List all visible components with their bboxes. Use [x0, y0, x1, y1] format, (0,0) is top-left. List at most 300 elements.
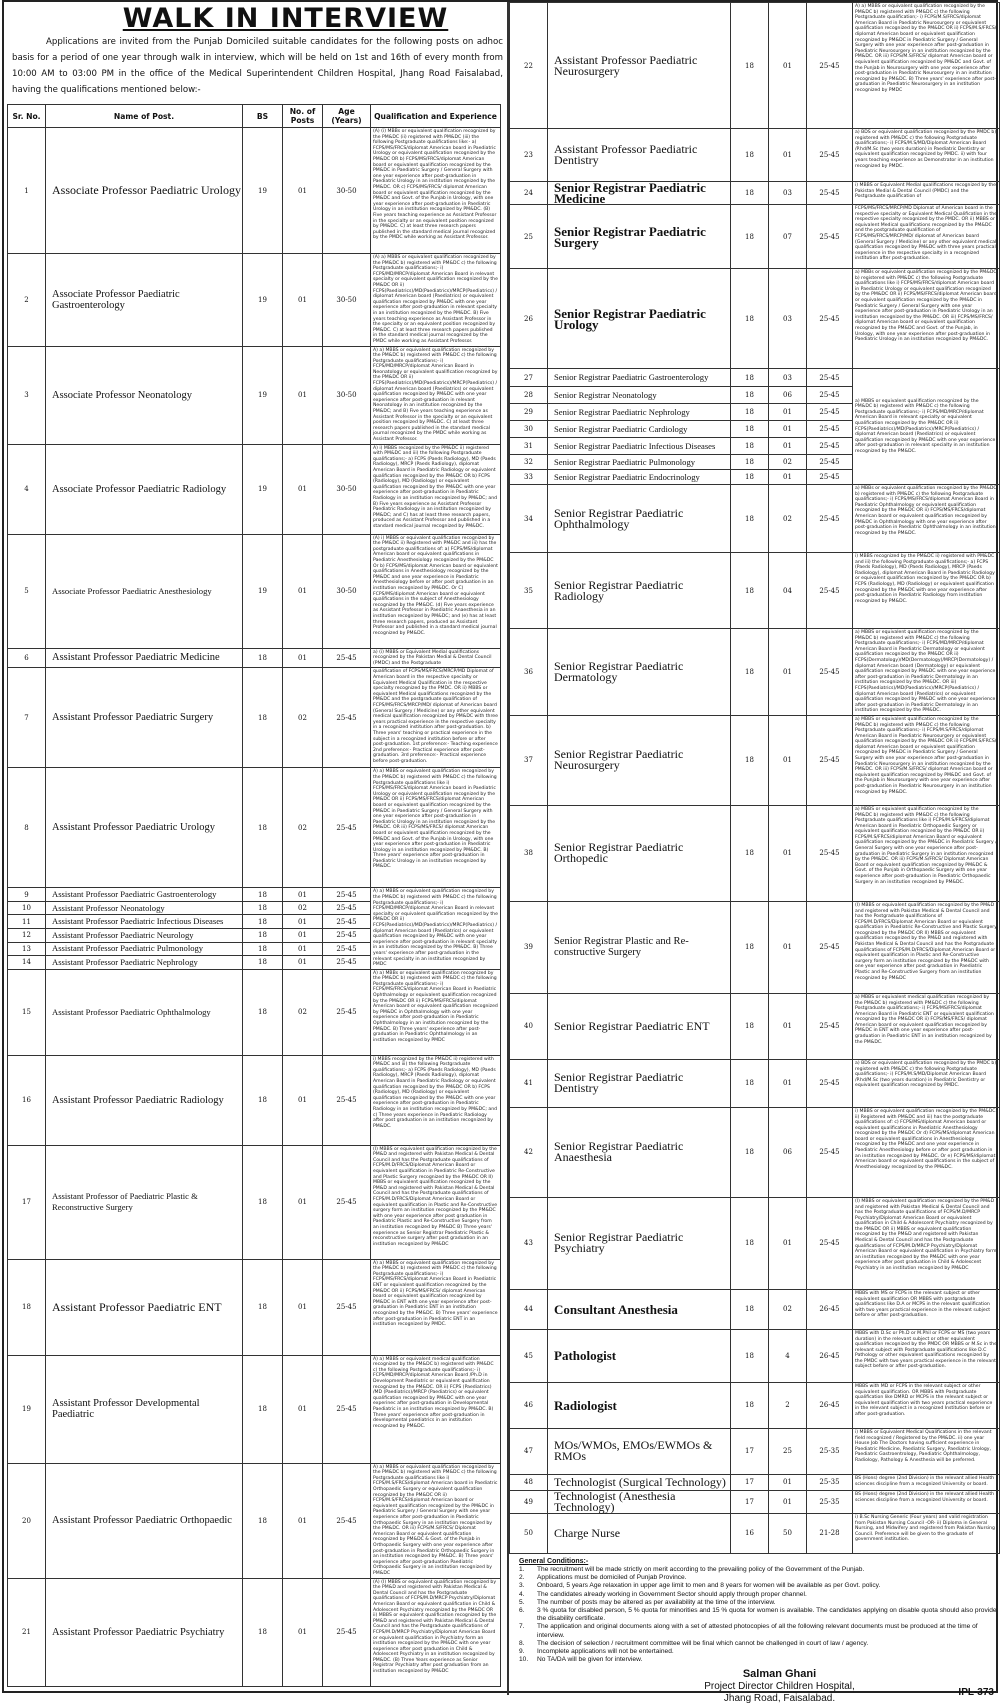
post-name-cell: MOs/WMOs, EMOs/EWMOs & RMOs [548, 1428, 731, 1474]
age-range-cell: 25-45 [807, 629, 853, 716]
condition-item [519, 1656, 1000, 1664]
posts-table-left [7, 104, 501, 1687]
bs-cell: 19 [243, 444, 283, 534]
posts-count-cell: 06 [769, 1107, 807, 1197]
sr-cell: 48 [510, 1474, 548, 1490]
sr-cell: 34 [510, 485, 548, 553]
post-name-cell: Technologist (Surgical Technology) [548, 1474, 731, 1490]
post-name-cell: Senior Registrar Paediatric Psychiatry [548, 1197, 731, 1289]
table-row [510, 205, 1000, 269]
age-range-cell: 26-45 [807, 1329, 853, 1382]
post-name-cell: Senior Registrar Paediatric Medicine [548, 182, 731, 205]
post-name-cell: Assistant Professor Paediatric Orthopaedic [46, 1463, 243, 1578]
posts-count-cell: 01 [283, 346, 323, 444]
condition-item [519, 1607, 1000, 1623]
bs-cell: 18 [243, 942, 283, 956]
bs-cell: 18 [731, 715, 769, 805]
age-range-cell: 25-45 [807, 715, 853, 805]
post-name-cell: Senior Registrar Paediatric Cardiology [548, 421, 731, 438]
condition-number: 7. [519, 1623, 525, 1631]
sr-cell: 3 [8, 346, 46, 444]
post-name-cell: Assistant Professor Paediatric Neurosurgery [548, 3, 731, 129]
age-range-cell: 25-45 [323, 929, 371, 943]
age-range-cell: 25-45 [807, 404, 853, 421]
condition-number: 8. [519, 1639, 525, 1647]
post-name-cell: Assistant Professor Paediatric Medicine [46, 648, 243, 668]
table-row [510, 269, 1000, 369]
age-range-cell: 25-45 [323, 1578, 371, 1686]
age-range-cell: 25-45 [807, 455, 853, 470]
bs-cell: 18 [243, 1355, 283, 1463]
bs-cell: 18 [731, 1329, 769, 1382]
table-row [510, 553, 1000, 629]
post-name-cell: Assistant Professor Neonatology [46, 901, 243, 915]
posts-count-cell: 01 [283, 956, 323, 970]
post-name-cell: Senior Registrar Paediatric Surgery [548, 205, 731, 269]
bs-cell: 18 [731, 1197, 769, 1289]
age-range-cell: 25-45 [807, 205, 853, 269]
sr-cell: 37 [510, 715, 548, 805]
bs-cell: 18 [731, 421, 769, 438]
condition-item [519, 1599, 1000, 1607]
posts-count-cell: 03 [769, 182, 807, 205]
age-range-cell: 25-45 [807, 553, 853, 629]
table-row [510, 3, 1000, 129]
bs-cell: 19 [243, 346, 283, 444]
sr-cell: 9 [8, 888, 46, 902]
posts-count-cell: 01 [769, 715, 807, 805]
condition-item [519, 1623, 1000, 1639]
posts-count-cell: 01 [769, 629, 807, 716]
sr-cell: 26 [510, 269, 548, 369]
bs-cell: 18 [731, 470, 769, 485]
bs-cell: 18 [731, 438, 769, 455]
qualification-cell: a) BDS or equivalent qualification recognized by the PMDC b) registered with PM&DC c) the following Postgraduate qualifications;- i) FCPS/M.S/MD/Diplomat American Board /P.hd/M.Sc (two years duration) in Paediatric Dentistry or equivalent qualification recognized by PMDC. [853, 1059, 1000, 1107]
post-name-cell: Assistant Professor Paediatric Neurology [46, 929, 243, 943]
post-name-cell: Assistant Professor Paediatric Radiology [46, 1055, 243, 1145]
bs-cell: 18 [243, 668, 283, 768]
conditions-title: General Conditions:- [519, 1557, 589, 1565]
age-range-cell: 25-45 [807, 901, 853, 993]
bs-cell: 19 [243, 254, 283, 347]
posts-count-cell: 01 [769, 404, 807, 421]
bs-cell: 18 [731, 1382, 769, 1428]
table-row [510, 1107, 1000, 1197]
age-range-cell: 30-50 [323, 534, 371, 648]
sr-cell: 19 [8, 1355, 46, 1463]
bs-cell: 18 [731, 1107, 769, 1197]
sr-cell: 49 [510, 1490, 548, 1513]
bs-cell: 18 [731, 1289, 769, 1329]
sr-cell: 40 [510, 993, 548, 1059]
col-posts: No. of Posts [283, 105, 323, 128]
condition-text: Incomplete applications will not be entertained. [537, 1647, 674, 1655]
bs-cell: 18 [731, 369, 769, 387]
bs-cell: 19 [243, 534, 283, 648]
sr-cell: 4 [8, 444, 46, 534]
post-name-cell: Senior Registrar Paediatric Gastroenterology [548, 369, 731, 387]
table-row [8, 534, 501, 648]
posts-count-cell: 2 [769, 1382, 807, 1428]
qualification-cell: (I) MBBS or equivalent qualification recognized by the PM&D and registered with Pakistan Medical & Dental Council and has the Postgraduate qualifications of FCPS/M.D/MRCP Psychiatry/Diplomat American Board or equivalent qualification in Child & Adolescent Psychiatry recognized by the PM&DC OR ii) MBBS or equivalent qualification recognized by the PM&D and registered with Pakistan Medical & Dental Council and has the Postgraduate qualifications of FCPS/M.D/MRCP Psychiatry/Diplomat American Board or equivalent qualification in Psychiatry form an institution recognized by the PM&DC with one year experience after post graduation in Child & Adolescent Psychiatry in an institution recognized by PM&DC [853, 1197, 1000, 1289]
table-row [8, 1578, 501, 1686]
bs-cell: 19 [243, 128, 283, 254]
condition-text: No TA/DA will be given for interview. [537, 1656, 643, 1664]
post-name-cell: Assistant Professor Paediatric ENT [46, 1259, 243, 1355]
qualification-cell: (A) (i) MBBs or equivalent qualification recognized by the PM&DC (ii) registered with PM&DC (iii) the following Postgraduate qualifications like:- a) FCPS/MS/FRCS/diplomat American board in Paediatric Urology or equivalent qualification recognized by the PM&DC OR b) FCPS/MS/FRCS/diplomat American board or equivalent qualification recognized by the PM&DC in Paediatric Surgery / General Surgery with one year experience after post-graduation in Paediatric Urology in an institution recognized by the PM&DC. OR c) FCPS/MS/FRCS/ diplomat American board or equivalent qualification recognized by the PM&DC and Govt. of the Punjab in Urology, with one year experience after post-graduation in Paediatric Urology in an institution recognized by PM&DC. (B) Five years teaching experience as Assistant Professor in the specialty or an equivalent position recognized by PM&DC. C) at least three research papers published in the standard medical journal recognized by the PMDC while working as Assistant Professor. [371, 128, 501, 254]
qualification-cell: i) MBBS recognized by the PM&DC ii) registered with PM&DC and iii) the following Postgraduate qualifications;- a) FCPS (Paeds Radiology), MD (Paeds Radiology), MRCP (Paeds Radiology), diplomat American Board in Paediatric Radiology or equivalent qualification recognized by the PM&DC OR b) FCPS (Radiology), MD (Radiology) or equivalent qualification recognized by the PM&DC with one year experience after post-graduation in Paediatric Radiology in an institution recognized by PM&DC; and c) Three years experience in Paediatric Radiology after post graduation in an institution recognized by PM&DC. [371, 1055, 501, 1145]
post-name-cell: Assistant Professor Paediatric Urology [46, 768, 243, 888]
sr-cell: 11 [8, 915, 46, 929]
col-post: Name of Post. [46, 105, 243, 128]
table-row [510, 369, 1000, 387]
post-name-cell: Senior Registrar Paediatric Anaesthesia [548, 1107, 731, 1197]
age-range-cell: 30-50 [323, 346, 371, 444]
posts-count-cell: 01 [769, 3, 807, 129]
bs-cell: 18 [731, 3, 769, 129]
sr-cell: 10 [8, 901, 46, 915]
condition-number: 6. [519, 1606, 525, 1614]
intro-paragraph [4, 34, 507, 98]
qualification-cell: A) a) MBBs or equivalent qualification recognized by the PM&DC b) registered with PM&DC c) the following Postgraduate qualifications;- i) FCPS/MS/FRCS/diplomat American Board in Paediatric Ophthalmology or equivalent qualification recognized by the PM&DC OR ii) FCPS/MS/FRCS/diplomat American board or equivalent qualification recognized by PM&DC in Ophthalmology with one year experience after post-graduation in Paediatric Ophthalmology in an institution recognized by the PM&DC. B) Three years' experience after post-graduation in Paediatric Ophthalmology in an institution recognized by PMDC [371, 969, 501, 1055]
sr-cell: 33 [510, 470, 548, 485]
posts-count-cell: 03 [769, 269, 807, 369]
qualification-cell: A) a) MBBS or equivalent qualification recognized by the PM&DC b) registered with PM&DC c) the following Postgraduate qualifications like i) FCPS/M.S/FRCS/diplomat American board in Paediatric Orthopaedic Surgery or equivalent qualification recognized by the PM&DC OR ii) FCPS/M.S/FRCS/diplomat American board or equivalent qualification recognized by the PM&DC in Paediatric Surgery / General Surgery with one year experience after post-graduation in Paediatric Orthopaedic Surgery in an institution recognized by the PM&DC. OR iii) FCPS/M.S/FRCS/ Diplomat American Board or equivalent qualification recognized by PM&DC & Govt. of the Punjab in Orthopaedic Surgery with one year experience after post-graduation in Paediatric Orthopaedic Surgery in an institution recognized by PM&DC. B) Three years' experience after post-graduation Paediatric Orthopaedic Surgery in an institution recognized by PM&DC [371, 1463, 501, 1578]
bs-cell: 18 [731, 553, 769, 629]
qualification-cell: a) MBBs or equivalent qualification recognized by the PM&DC b) registered with PM&DC c) the following Postgraduate qualifications like i) FCPS/MS/FRCS/diplomat American board in Paediatric Urology or equivalent qualification recognized by the PM&DC OR ii) FCPS/MS/FRCS/diplomat American board or equivalent qualification recognized by the PM&DC in Paediatric Surgery / General Surgery with one year experience after post-graduation in Paediatric Urology in an institution recognized by the PM&DC. OR iii) FCPS/MS/FRCS/ diplomat American board or equivalent qualification recognized by the PM&DC and Govt. of the Punjab, in Urology, with one year experience after post-graduation in Paediatric Urology in an institution recognized by PM&DC. [853, 269, 1000, 369]
posts-count-cell: 02 [769, 485, 807, 553]
posts-count-cell: 01 [283, 1055, 323, 1145]
age-range-cell: 30-50 [323, 254, 371, 347]
qualification-cell: a) MBBs or equivalent qualification recognized by the PM&DC b) registered with PM&DC c) the following Postgraduate qualifications;- i) FCPS/MS/FRCS/diplomat American Board in Paediatric Ophthalmology or equivalent qualification recognized by the PM&DC OR ii) FCPS/MS/FRCS/diplomat American board or equivalent qualification recognized by PM&DC in Ophthalmology with one year experience after post-graduation in Paediatric Ophthalmology in an institution recognized by the PM&DC. [853, 485, 1000, 553]
bs-cell: 18 [243, 1463, 283, 1578]
age-range-cell: 25-45 [807, 129, 853, 182]
table-row [8, 768, 501, 888]
condition-item [519, 1566, 1000, 1574]
sr-cell: 44 [510, 1289, 548, 1329]
bs-cell: 18 [243, 1578, 283, 1686]
condition-number: 1. [519, 1565, 525, 1573]
post-name-cell: Senior Registrar Paediatric Pulmonology [548, 455, 731, 470]
qualification-cell: a) BDS or equivalent qualification recognized by the PMDC b) registered with PM&DC c) the following Postgraduate qualifications;- i) FCPS/M.S/MD/Diplomat American Board /P.hd/M.Sc (two years duration) in Paediatric Dentistry or equivalent qualification recognized by PMDC. ii) with four years teaching experience as Demonstrator in an institution recognized by PMDC. [853, 129, 1000, 182]
condition-number: 5. [519, 1598, 525, 1606]
condition-text: Applications must be domiciled of Punjab Province. [537, 1574, 687, 1582]
age-range-cell: 25-35 [807, 1490, 853, 1513]
bs-cell: 18 [243, 901, 283, 915]
qualification-cell: (I) MBBS or equivalent qualification recognized by the PM&D and registered with Pakistan Medical & Dental Council and has the Postgraduate qualifications of FCPS/M.D/FRCS/Diplomat American Board or equivalent qualification in Paediatric Re-Constructive and Plastic Surgery recognized by the PM&DC OR II) MBBS or equivalent qualification recognized by the PM&D and registered with Pakistan Medical & Dental Council and has the Postgraduate qualifications of FCPS/M.D/FRCS/Diplomat American Board or equivalent qualification in Plastic and Re-Constructive surgery form an institution recognized by the PM&DC with one year experience after post graduation in Paediatric Plastic and Re-Constructive Surgery from an institution recognized by PM&DC [853, 901, 1000, 993]
posts-count-cell: 01 [283, 254, 323, 347]
sr-cell: 42 [510, 1107, 548, 1197]
bs-cell: 18 [731, 485, 769, 553]
post-name-cell: Assistant Professor Paediatric Gastroenterology [46, 888, 243, 902]
condition-text: The candidates already working in Government Sector should apply through proper channel. [537, 1590, 807, 1598]
condition-number: 9. [519, 1647, 525, 1655]
age-range-cell: 25-45 [807, 438, 853, 455]
age-range-cell: 25-45 [323, 1463, 371, 1578]
post-name-cell: Associate Professor Paediatric Anesthesiology [46, 534, 243, 648]
sr-cell: 6 [8, 648, 46, 668]
table-row [510, 1197, 1000, 1289]
post-name-cell: Senior Registrar Paediatric Neurosurgery [548, 715, 731, 805]
page-title: WALK IN INTERVIEW [122, 3, 449, 34]
condition-item [519, 1640, 1000, 1648]
qualification-cell: A) a) MBBS or equivalent qualification recognized by the PM&DC b) registered with PM&DC c) the following Postgraduate qualifications like i) FCPS/MS/FRCS/diplomat American board in Paediatric Urology or equivalent qualification recognized by the PM&DC OR ii) FCPS/MS/FRCS/diplomat American board or equivalent qualification recognized by the PM&DC in Paediatric Surgery / General Surgery with one year experience after post-graduation in Paediatric Urology in an institution recognized by the PM&DC. OR iii) FCPS/MS/FRCS/ diplomat American board or equivalent qualification recognized by the PM&DC and Govt. of the Punjab in Urology, with one year experience after post-graduation in Paediatric Urology in an institution recognized by PM&DC. B) Three years' experience after post-graduation in Paediatric Urology in an institution recognized by PM&DC. [371, 768, 501, 888]
age-range-cell: 25-45 [807, 1059, 853, 1107]
sr-cell: 35 [510, 553, 548, 629]
posts-count-cell: 01 [283, 128, 323, 254]
posts-table-right [509, 2, 1000, 1554]
sr-cell: 2 [8, 254, 46, 347]
posts-count-cell: 01 [769, 1059, 807, 1107]
table-row [510, 485, 1000, 553]
age-range-cell: 25-45 [323, 768, 371, 888]
table-row [510, 1329, 1000, 1382]
qualification-cell: qualification of FCPS/MS/FRCS/MRCP/MD Diplomat of American board in the respective specialty or Equivalent Medical Qualification in the respective specialty recognized by the PMDC. OR ii) MBBS or equivalent Medical qualifications recognized by the PM&DC and the postgraduate qualification of FCPS/MS/FRCS/MRCP/MD/ diplomat of American board (General Surgery / Medicine) or any other equivalent medical qualification recognized by PM&DC with three years practical experience in the respective specialty in a recognized institution after post-graduation. b) Three years' teaching or practical experience in the subject in a recognized institution before or after post-graduation. 1st preference:- Teaching experience 2nd preference:- Practical experience after post-graduation. 3rd preference:- Practical experience before post-graduation. [371, 668, 501, 768]
general-conditions [509, 1554, 1000, 1664]
qualification-cell: i) MBBS or Equivalent Medial qualifications recognized by the Pakistan Medial & Dental Council (PMDC) and the Postgraduate qualification of [853, 182, 1000, 205]
post-name-cell: Senior Registrar Plastic and Re-constructive Surgery [548, 901, 731, 993]
post-name-cell: Consultant Anesthesia [548, 1289, 731, 1329]
col-qualification: Qualification and Experience [371, 105, 501, 128]
table-row [510, 715, 1000, 805]
table-row [510, 1289, 1000, 1329]
condition-item [519, 1648, 1000, 1656]
table-row [510, 1490, 1000, 1513]
sr-cell: 7 [8, 668, 46, 768]
table-row [8, 1055, 501, 1145]
bs-cell: 17 [731, 1428, 769, 1474]
age-range-cell: 25-45 [807, 1197, 853, 1289]
table-row [510, 1428, 1000, 1474]
sr-cell: 13 [8, 942, 46, 956]
table-row [8, 1463, 501, 1578]
condition-text: The number of posts may be altered as per availability at the time of the interview. [537, 1598, 776, 1606]
age-range-cell: 25-45 [323, 888, 371, 902]
table-row [510, 993, 1000, 1059]
bs-cell: 18 [243, 915, 283, 929]
qualification-cell: A) a) MBBS or equivalent qualification recognized by the PM&DC b) registered with PM&DC c) the following Postgraduate qualifications;- i) FCPS/MS/FRCS/diplomat American Board in Paediatric ENT or equivalent qualification recognized by the PM&DC OR ii) FCPS/MS/FRCS/ diplomat American board or equivalent qualification recognized by PM&DC in ENT with one year experience after post-graduation in Paediatric ENT in an institution recognized by the PM&DC. B) Three years' experience after post-graduation in Paediatric ENT in an institution recognized by PMDC. [371, 1259, 501, 1355]
table-row [510, 182, 1000, 205]
bs-cell: 18 [731, 901, 769, 993]
qualification-cell: a) MBBS or equivalent qualification recognized by the PM&DC b) registered with PM&DC c) the following Postgraduate qualifications like i) FCPS/M.S/FRCS/diplomat American board in Paediatric Orthopaedic Surgery or equivalent qualification recognized by the PM&DC OR ii) FCPS/M.S/FRCS/diplomat American Board or equivalent qualification recognized by the PM&DC in Paediatric Surgery / General Surgery with one year experience after post-graduation in Paediatric Surgery in an institution recognized by the PM&DC. OR iii) FCPS/M.S/FRCS/ Diplomat American Board or equivalent qualification recognized by PM&DC & Govt. of the Punjab in Orthopaedic Surgery with one year experience after post-graduation in Paediatric Orthopaedic Surgery in an institution recognized by PM&DC. [853, 805, 1000, 901]
table-row [510, 129, 1000, 182]
sr-cell: 24 [510, 182, 548, 205]
table-row [8, 969, 501, 1055]
age-range-cell: 26-45 [807, 1382, 853, 1428]
post-name-cell: Assistant Professor Paediatric Nephrology [46, 956, 243, 970]
posts-count-cell: 01 [283, 888, 323, 902]
post-name-cell: Senior Registrar Paediatric Radiology [548, 553, 731, 629]
qualification-cell: a) MBBS or equivalent qualification recognized by the PM&DC b) registered with PM&DC c) the following Postgraduate qualifications;- i) FCPS/MD/MRCP/diplomat American Board in Paediatric Dermatology or equivalent qualification recognized by the PM&DC OR ii) FCPS(Dermatology)/MD(Dermatology)/MRCP(Dermatology) / diplomat American board (Dermatology) or equivalent qualification recognized by PM&DC with one year experience after post-graduation in Paediatric Dermatology in an institution recognized by the PM&DC. OR iii) FCPS(Paediatrics)/MD(Paediatrics)/MRCP(Paediatrics) / diplomat American board (Paediatrics) or equivalent qualification recognized by PM&DC with one year experience after post-graduation in Paediatric Dermatology in an institution recognized by the PM&DC. [853, 629, 1000, 716]
qualification-cell: FCPS/MS/FRCS/MRCP/MD Diplomat of American board in the respective specialty or Equivalent Medical Qualification in the respective specialty recognized by the PMDC. OR ii) MBBS or equivalent Medical qualifications recognized by the PM&DC and the postgraduate qualification of FCPS/MS/FRCS/MRCP/MD/ diplomat of American board (General Surgery / Medicine) or any other equivalent medical qualification recognized by PM&DC with three years practical experience in the respective specialty in a recognized institution after post-graduation. [853, 205, 1000, 269]
sr-cell: 1 [8, 128, 46, 254]
left-column [4, 2, 507, 1687]
age-range-cell: 21-28 [807, 1513, 853, 1553]
post-name-cell: Associate Professor Paediatric Radiology [46, 444, 243, 534]
age-range-cell: 25-45 [323, 648, 371, 668]
qualification-cell: A) a) MBBS or equivalent qualification recognized by the PM&DC b) registered with PM&DC c) the following Postgraduate qualifications;- i) FCPS/MD/MRCP/diplomat American Board in relevant specialty or equivalent qualification recognized by the PM&DC OR ii) FCPS(Paediatrics)/MD(Paediatrics)/MRCP(Paediatrics) / diplomat American board (Paediatrics) or equivalent qualification recognized by PM&DC with one year experience after post-graduation in relevant specialty in an institution recognized by the PM&DC. B) Three years' experience after post-graduation in the relevant specialty in an institution recognized by PMDC [371, 888, 501, 969]
bs-cell: 18 [243, 929, 283, 943]
intro-text: Applications are invited from the Punjab Domiciled suitable candidates for the following posts on adhoc basis for a period of one year through walk in interview, which will be held on 1st and 16th of every month from 10:00 AM to 03:00 PM in the office of the Medical Superintendent Children Hospital, Jhang Road Faisalabad, having the qualifications mentioned below:- [12, 37, 503, 95]
post-name-cell: Charge Nurse [548, 1513, 731, 1553]
table-row [8, 648, 501, 668]
table-row [510, 1382, 1000, 1428]
posts-count-cell: 50 [769, 1513, 807, 1553]
post-name-cell: Associate Professor Neonatology [46, 346, 243, 444]
age-range-cell: 25-45 [323, 1259, 371, 1355]
post-name-cell: Senior Registrar Paediatric Endocrinology [548, 470, 731, 485]
condition-number: 4. [519, 1590, 525, 1598]
sr-cell: 12 [8, 929, 46, 943]
bs-cell: 18 [731, 805, 769, 901]
col-bs: BS [243, 105, 283, 128]
age-range-cell: 25-45 [323, 668, 371, 768]
post-name-cell: Senior Registrar Paediatric Infectious Diseases [548, 438, 731, 455]
age-range-cell: 25-45 [807, 993, 853, 1059]
age-range-cell: 25-45 [323, 915, 371, 929]
conditions-list [519, 1566, 1000, 1664]
posts-count-cell: 25 [769, 1428, 807, 1474]
qualification-cell: a) MBBS or equivalent qualification recognized by the PM&DC b) registered with PM&DC c) the following Postgraduate qualifications;- i) FCPS/M.S/FRCS/diplomat American Board in Paediatric Neurosurgery or equivalent qualification recognized by the PM&DC OR ii) FCPS/M.S/FRCS/ diplomat American board or equivalent qualification recognized by PM&DC in Paediatric Surgery / General Surgery with one year experience after post-graduation in Paediatric Neurosurgery in an institution recognized by the PM&DC. OR iii) FCPS/M.S/FRCS/ diplomat American board or equivalent qualification recognized by PM&DC and Govt. of the Punjab in Neurosurgery with one year experience after post-graduation in Paediatric Neurosurgery in an institution recognized by PM&DC. [853, 715, 1000, 805]
bs-cell: 17 [731, 1490, 769, 1513]
post-name-cell: Assistant Professor Paediatric Dentistry [548, 129, 731, 182]
posts-count-cell: 01 [283, 444, 323, 534]
table-row [510, 1059, 1000, 1107]
posts-count-cell: 02 [769, 1289, 807, 1329]
sr-cell: 23 [510, 129, 548, 182]
signature-block [559, 1668, 1000, 1704]
sr-cell: 43 [510, 1197, 548, 1289]
table-row [8, 668, 501, 768]
age-range-cell: 25-45 [323, 956, 371, 970]
posts-count-cell: 02 [283, 901, 323, 915]
posts-count-cell: 01 [283, 1578, 323, 1686]
age-range-cell: 25-45 [807, 369, 853, 387]
right-column [509, 2, 1000, 1704]
sr-cell: 18 [8, 1259, 46, 1355]
age-range-cell: 30-50 [323, 444, 371, 534]
post-name-cell: Senior Registrar Paediatric Nephrology [548, 404, 731, 421]
bs-cell: 18 [243, 1055, 283, 1145]
sr-cell: 21 [8, 1578, 46, 1686]
age-range-cell: 26-45 [807, 1289, 853, 1329]
age-range-cell: 25-45 [323, 969, 371, 1055]
age-range-cell: 25-45 [323, 1145, 371, 1259]
condition-number: 3. [519, 1582, 525, 1590]
age-range-cell: 25-45 [323, 942, 371, 956]
sr-cell: 8 [8, 768, 46, 888]
sr-cell: 14 [8, 956, 46, 970]
bs-cell: 18 [243, 1145, 283, 1259]
post-name-cell: Technologist (Anesthesia Technology) [548, 1490, 731, 1513]
qualification-cell: (I) MBBS or equivalent qualification recognized by the PM&D and registered with Pakistan Medical & Dental Council and has the Postgraduate qualifications of FCPS/M.D/FRCS/Diplomat American Board or equivalent qualification in Paediatric Re-Constructive and Plastic Surgery recognized by the PM&DC OR II) MBBS or equivalent qualification recognized by the PM&D and registered with Pakistan Medical & Dental Council and has the Postgraduate qualifications of FCPS/M.D/FRCS/Diplomat American Board or equivalent qualification in Plastic and Re-Constructive surgery form an institution recognized by the PM&DC with one year experience after post graduation in Paediatric Plastic and Re-Constructive Surgery from an institution recognized by PM&DC B) Three years' experience as Senior Registrar Paediatric Plastic & reconstructive surgery after post graduation in an institution recognized by PM&DC [371, 1145, 501, 1259]
posts-count-cell: 01 [769, 438, 807, 455]
qualification-cell: MBBS with D.Sc or Ph.D or M.Phil or FCPS or MS (two years duration) in the relevant subject or other equivalent qualification recognized by the PMDC OR MBBS or M.Sc in the relevant subject with Postgraduate qualifications like D.C Pathology or other equivalent qualifications recognized by the PMDC with two years practical experience in the relevant subject before or after post-graduation. [853, 1329, 1000, 1382]
age-range-cell: 25-45 [323, 1355, 371, 1463]
table-row [510, 1513, 1000, 1553]
sr-cell: 31 [510, 438, 548, 455]
posts-count-cell: 01 [769, 129, 807, 182]
bs-cell: 18 [243, 888, 283, 902]
table-row [510, 901, 1000, 993]
age-range-cell: 25-45 [323, 1055, 371, 1145]
sr-cell: 36 [510, 629, 548, 716]
post-name-cell: Assistant Professor Paediatric Pulmonology [46, 942, 243, 956]
post-name-cell: Associate Professor Paediatric Urology [46, 128, 243, 254]
signatory-title: Project Director Children Hospital, [704, 1681, 855, 1693]
bs-cell: 16 [731, 1513, 769, 1553]
qualification-cell: (A) (I) MBBS or equivalent qualification recognized by the PM&D and registered with Pakistan Medical & Dental Council and has the Postgraduate qualifications of FCPS/M.D/MRCP Psychiatry/Diplomat American Board or equivalent qualification in Child & Adolescent Psychiatry recognized by the PM&DC OR ii) MBBS or equivalent qualification recognized by the PM&D and registered with Pakistan Medical & Dental Council and has the Postgraduate qualifications of FCPS/M.D/MRCP Psychiatry/Diplomat American Board or equivalent qualification in Psychiatry form an institution recognized by the PM&DC with one year experience after post graduation in Child & Adolescent Psychiatry in an institution recognized by PM&DC. (B) Three Years experience as Senior Registrar Psychiatry after post graduation from an institution recognized by PM&DC [371, 1578, 501, 1686]
qualification-cell: A) a) MBBS or equivalent qualification recognized by the PM&DC b) registered with PM&DC c) the following Postgraduate qualification;- i) FCPS/M.S/FRCS/diplomat American Board in Paediatric Neurosurgery or equivalent qualification recognized by the PM&DC OR ii) FCPS/M.S/FRCS/ diplomat American board or equivalent qualification recognized by PM&DC in Paediatric Surgery / General Surgery with one year experience after post-graduation in Paediatric Neurosurgery in an institution recognized by the PM&DC. OR iii) FCPS/M.S/FRCS/ diplomat American board or equivalent qualification recognized by PM&DC and Govt. of the Punjab in Neurosurgery with one year experience after post-graduation in Paediatric Neurosurgery in an institution recognized by PM&DC. B) Three years' experience after post-graduation in Paediatric Neurosurgery in an institution recognized by PMDC [853, 3, 1000, 129]
sr-cell: 30 [510, 421, 548, 438]
posts-count-cell: 02 [283, 768, 323, 888]
posts-count-cell: 02 [283, 969, 323, 1055]
qualification-cell: BS (Hons) degree (2nd Division) in the relevant allied Health sciences discipline from a recognized University or board. [853, 1474, 1000, 1490]
age-range-cell: 25-45 [807, 3, 853, 129]
condition-item [519, 1574, 1000, 1582]
age-range-cell: 25-45 [807, 470, 853, 485]
posts-count-cell: 01 [283, 1355, 323, 1463]
col-sr: Sr. No. [8, 105, 46, 128]
table-row [8, 254, 501, 347]
age-range-cell: 30-50 [323, 128, 371, 254]
sr-cell: 25 [510, 205, 548, 269]
post-name-cell: Senior Registrar Paediatric ENT [548, 993, 731, 1059]
qualification-cell: A) a) MBBS or equivalent medical qualification recognized by the PM&DC b) registered with PM&DC c) the following Postgraduate qualifications;- i) FCPS/MD/MRCP/diplomat American Board /Ph.D in Development Paediatric or equivalent qualification recognized by the PM&DC. OR ii) FCPS (Paediatrics) /MD (Paediatrics)/MRCP (Paediatrics) or equivalent qualification recognized by PM&DC with one year experinec after post-graduation in Developmental Paediatric in an institution recognized by PM&DC. B) Three years' experience after post-graduation in developmental paediatrics in an institution recognized by PM&DC. [371, 1355, 501, 1463]
posts-count-cell: 4 [769, 1329, 807, 1382]
qualification-cell: i) MBBS recognized by the PM&DC ii) registered with PM&DC and iii) the following Postgraduate qualifications;- a) FCPS (Paeds Radiology), MD (Paeds Radiology), MRCP (Paeds Radiology), diplomat American Board in Paediatric Radiology or equivalent qualification recognized by the PM&DC OR b) FCPS (Radiology), MD (Radiology) or equivalent qualification recognized by the PM&DC with one year experience after post-graduation in Paediatric Radiology from institution recognized by PM&DC. [853, 553, 1000, 629]
sr-cell: 38 [510, 805, 548, 901]
posts-count-cell: 07 [769, 205, 807, 269]
bs-cell: 18 [243, 1259, 283, 1355]
bs-cell: 18 [731, 387, 769, 404]
table-header-row [8, 105, 501, 128]
bs-cell: 18 [731, 993, 769, 1059]
post-name-cell: Associate Professor Paediatric Gastroenterology [46, 254, 243, 347]
posts-count-cell: 01 [769, 901, 807, 993]
condition-number: 10. [519, 1656, 529, 1664]
table-row [8, 444, 501, 534]
qualification-cell: i) MBBS or Equivalent Medical Qualifications in the relevant field recognized / Registered by the PM&DC. ii) one year House Job The Doctors having sufficient experience in Paediatric Medicine, Paediatric Surgery, Paediatric Urology, Paediatric Gastroentrology, Paediatric Ophthalmology, Radiology, Pathology & Anesthesia will be preferred. [853, 1428, 1000, 1474]
qualification-cell: a) MBBS or equivalent qualification recognized by the PM&DC b) registered with PM&DC c) the following Postgraduate qualifications;- i) FCPS/MD/MRCP/diplomat American Board in relevant specialty or equivalent qualification recognized by the PM&DC OR ii) FCPS(Paediatrics)/MD(Paediatrics)/MRCP(Paediatrics) / diplomat American board (Paediatrics) or equivalent qualification recognized by PM&DC with one year experience after post-graduation in relevant specialty in an institution recognized by the PM&DC. [853, 369, 1000, 485]
post-name-cell: Senior Registrar Paediatric Dermatology [548, 629, 731, 716]
posts-count-cell: 01 [283, 1463, 323, 1578]
table-row [8, 888, 501, 902]
posts-count-cell: 01 [283, 1145, 323, 1259]
table-row [8, 1259, 501, 1355]
bs-cell: 18 [731, 129, 769, 182]
signatory-name: Salman Ghani [742, 1668, 817, 1681]
posts-count-cell: 04 [769, 553, 807, 629]
sr-cell: 17 [8, 1145, 46, 1259]
posts-count-cell: 03 [769, 369, 807, 387]
table-row [8, 1355, 501, 1463]
post-name-cell: Radiologist [548, 1382, 731, 1428]
post-name-cell: Assistant Professor Paediatric Infectious Diseases [46, 915, 243, 929]
sr-cell: 39 [510, 901, 548, 993]
post-name-cell: Assistant Professor of Paediatric Plastic & Reconstructive Surgery [46, 1145, 243, 1259]
age-range-cell: 25-45 [323, 901, 371, 915]
condition-text: The decision of selection / recruitment committee will be final which cannot be challenged in court of law / agency. [537, 1639, 869, 1647]
bs-cell: 18 [243, 969, 283, 1055]
qualification-cell: MBBS with MS or FCPS in the relevant subject or other equivalent qualification OR MBBS with postgraduate qualifications like D.A or MCPS in the relevant qualification with two years practical experience in the relevant subject before or after post-graduation. [853, 1289, 1000, 1329]
qualification-cell: MBBS with MD or FCPS in the relevant subject or other equivalent qualification. OR MBBS with Postgraduate qualification like DMRD or MCPS in the relevant subject or equivalent qualification with two years practical experience in the relevant subject in a recognized Institution before or after post-graduation. [853, 1382, 1000, 1428]
post-name-cell: Senior Registrar Paediatric Ophthalmology [548, 485, 731, 553]
table-row [8, 346, 501, 444]
qualification-cell: A) i) MBBS recognized by the PM&DC ii) registered with PM&DC and iii) the following Postgraduate qualifications;- a) FCPS (Paeds Radiology), MD (Paeds Radiology), MRCP (Paeds Radiology), diplomat American Board in Paediatric Radiology or equivalent qualification recognized by the PM&DC OR b) FCPS (Radiology), MD (Radiology) or equivalent qualification recognized by the PM&DC with one year experience after post-graduation in Paediatric Radiology in an institution recognized by PM&DC; and B) Five years experience as Assistant Professor Paediatric Radiology in an institution recognized by PM&DC; and C) has at least three research papers, produced as Assistant Professor and published in a standard medical journal recognized by PM&DC. [371, 444, 501, 534]
bs-cell: 18 [731, 182, 769, 205]
signatory-address: Jhang Road, Faisalabad. [723, 1692, 836, 1704]
